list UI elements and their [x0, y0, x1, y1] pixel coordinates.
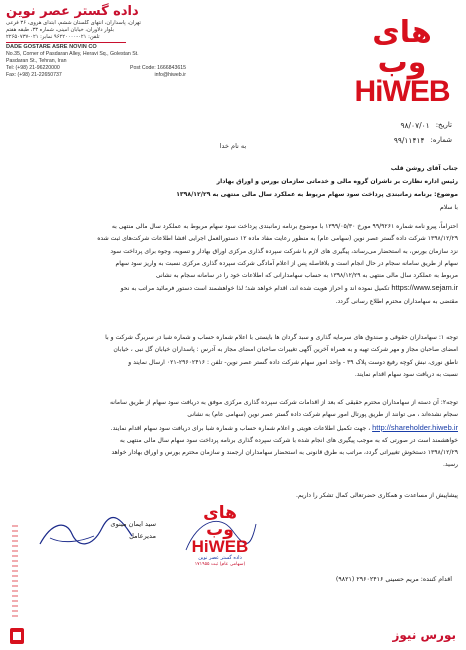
paragraph-line: مربوط به عملکرد سال مالی منتهی به ۱۳۹۸/۱۲/۲۹ به حساب سهامدارانی که اطلاعات خود را در سامانه سجام به نشانی [155, 272, 458, 280]
hiweb-logo [346, 15, 458, 108]
signature-block [36, 518, 156, 542]
date-value: ۹۸/۰۷/۰۱ [400, 121, 430, 130]
company-stamp [188, 505, 252, 568]
letterhead-phones-fa: تلفن: ۰۲۱-۹۶۲۲۰۰۰۰ نمابر: ۰۲۱-۲۲۶۵۰۷۳۷ [6, 34, 100, 40]
letterhead-company-name: داده گستر عصر نوین [6, 4, 139, 19]
number-label: شماره: [430, 136, 452, 144]
closing-line: پیشاپیش از مساعدت و همکاری حضرتعالی کمال تشکر را داریم. [295, 492, 458, 499]
paragraph-line: رسید. [442, 461, 458, 469]
paragraph-line: سهام از طریق سامانه سجام در حال انجام است و بلافاصله پس از اعلام آمادگی شرکت سپرده گذاری مرکزی نسبت به واریز سود سهام [115, 259, 458, 267]
stamp-company-name: داده گستر عصر نوین [198, 555, 242, 561]
recipient-name: جناب آقای روشن قلب [390, 165, 458, 172]
number-value: ۹۹/۱۱۴۱۴ [393, 136, 425, 145]
paragraph-line: ۱۳۹۸/۱۲/۲۹ دستخوش تغییراتی گردد، مراتب به طرق قانونی به استحضار سهامداران ارجمند و سازمان محترم بورس و اوراق بهادار خواهد [111, 449, 458, 457]
date-label: تاریخ: [435, 121, 452, 129]
paragraph-line [12, 282, 458, 295]
paragraph-line: نسبت به دریافت سود سهام اقدام نمایند. [354, 370, 458, 378]
paragraph-1 [12, 221, 458, 308]
paragraph-line: ۱۳۹۸/۱۲/۲۹ شرکت داده گستر عصر نوین (سهامی عام) به منظور رعایت مفاد ماده ۱۲ دستورالعمل اجرایی افشا اطلاعات شرکت‌های ثبت شده [97, 235, 458, 243]
company-letterhead [6, 4, 186, 79]
paragraph-text: ، جهت تکمیل اطلاعات هویتی و اعلام شماره حساب و شماره شبا برای دریافت سود سهام اقدام نمایند. [110, 424, 371, 432]
paragraph-line: ناطق نوری، نبش کوچه رفیع دوست پلاک ۳۹ - واحد امور سهام شرکت داده گستر عصر نوین- تلفن : ۲۹۶۰۲۴۱۶-۰۲۱ ارسال نمایند و [128, 358, 458, 366]
paragraph-line: سجام نشده‌اند ، می توانند از طریق پورتال امور سهام شرکت داده گستر عصر نوین (سهامی عام) به نشانی [187, 411, 458, 419]
letterhead-fax-row [6, 72, 186, 79]
letterhead-post-code: Post Code: 1666843615 [130, 65, 186, 71]
letter-date [400, 121, 452, 130]
stamp-registration: (سهامی عام) ثبت ۱۷۱۹۵۵ [194, 562, 246, 567]
letterhead-tel: Tel: (+98) 21-96220000 [6, 65, 60, 71]
letterhead-address-fa-2: بلوار دلاوران، خیابان امینی، شماره ۳۳، طبقه هفتم [6, 27, 114, 33]
footer-mark-icon [9, 627, 25, 645]
letter-heading: به نام خدا [219, 142, 247, 150]
paragraph-line: مقتضی به سهامداران محترم اطلاع رسانی گردد. [335, 297, 458, 305]
paragraph-line: توجه ۱: سهامداران حقوقی و صندوق های سرمایه گذاری و سبد گردان ها بایستی با اعلام شماره حساب و شماره شبا در سربرگ شرکت و با [105, 334, 458, 341]
hiweb-logo-en: HiWEB [354, 75, 450, 108]
paragraph-line [12, 422, 458, 435]
paragraph-line: خواهشمند است در صورتی که به موجب پیگیری های انجام شده با شرکت سپرده گذاری برنامه پرداخت سود سهام سال مالی منتهی به [119, 436, 458, 444]
letter-subject: موضوع: برنامه زمانبندی پرداخت سود سهام مربوط به عملکرد سال مالی منتهی به ۱۳۹۸/۱۲/۲۹ [176, 191, 458, 198]
hiweb-logo-fa: های وب [372, 15, 432, 80]
paragraph-line: نزد سازمان بورس، به استحضار می‌رساند، پیگیری های لازم با شرکت سپرده گذاری مرکزی اوراق بهادار و تسویه، وجوه برای پرداخت سود [110, 247, 458, 255]
letterhead-divider [6, 42, 126, 43]
salutation: با سلام [439, 204, 458, 211]
stamp-logo-fa: های وب [203, 503, 237, 540]
letterhead-address-fa-1: تهران، پاسداران، انتهای گلستان ششم، ابتدای هروی، ۳۶ فرعی [6, 20, 141, 26]
sejam-link[interactable]: https://www.sejam.ir [391, 283, 458, 293]
signatory-name: سید ایمان مینوی [110, 520, 156, 528]
letterhead-address-en-2: Pasdaran St., Tehran, Iran [6, 58, 67, 64]
paragraph-text: تکمیل نموده اند و احراز هویت شده اند، اقدام خواهد شد؛ لذا خواهشمند است دستور فرمائید مراتب به نحو [120, 285, 390, 293]
letterhead-company-name-en: DADE GOSTARE ASRE NOVIN CO [6, 44, 97, 50]
note-2 [12, 397, 458, 472]
letterhead-fax: Fax: (+98) 21-22650737 [6, 72, 62, 78]
shareholder-portal-link[interactable]: http://shareholder.hiweb.ir [372, 422, 458, 432]
bourse-news-watermark: بورس نیوز [392, 628, 456, 642]
paragraph-line: امضای صاحبان مجاز و مهر شرکت تهیه و به همراه آخرین آگهی تغییرات صاحبان امضای مجاز به آدرس : پاسداران خیابان گل نبی ، خیابان [113, 346, 458, 354]
letterhead-email: info@hiweb.ir [154, 72, 186, 78]
paragraph-line: توجه۲: آن دسته از سهامداران محترم حقیقی که بعد از اقدامات شرکت سپرده گذاری مرکزی موفق به دریافت سود سهام از طریق سامانه [109, 399, 458, 406]
side-barcode-strip [12, 522, 18, 622]
letterhead-address-en-1: No.35, Corner of Pasdaran Alley, Heravi Sq., Golestan St. [6, 51, 139, 57]
paragraph-line: احتراماً، پیرو نامه شماره ۹۹/۹۲۶۱ مورخ ۱۳۹۹/۰۵/۳۰ با موضوع برنامه زمانبندی پرداخت سود سهام مربوط به عملکرد سال مالی منتهی به [111, 223, 458, 230]
stamp-logo-en: HiWEB [191, 537, 249, 556]
handler-contact: اقدام کننده: مریم حسینی ۲۹۶۰۲۴۱۶ (۹۸۲۱) [335, 576, 452, 583]
letterhead-tel-row [6, 65, 186, 72]
note-1 [12, 332, 458, 381]
recipient-role: رئیس اداره نظارت بر ناشران گروه مالی و خدماتی سازمان بورس و اوراق بهادار [216, 178, 458, 185]
signatory-title: مدیرعامل [129, 532, 156, 540]
